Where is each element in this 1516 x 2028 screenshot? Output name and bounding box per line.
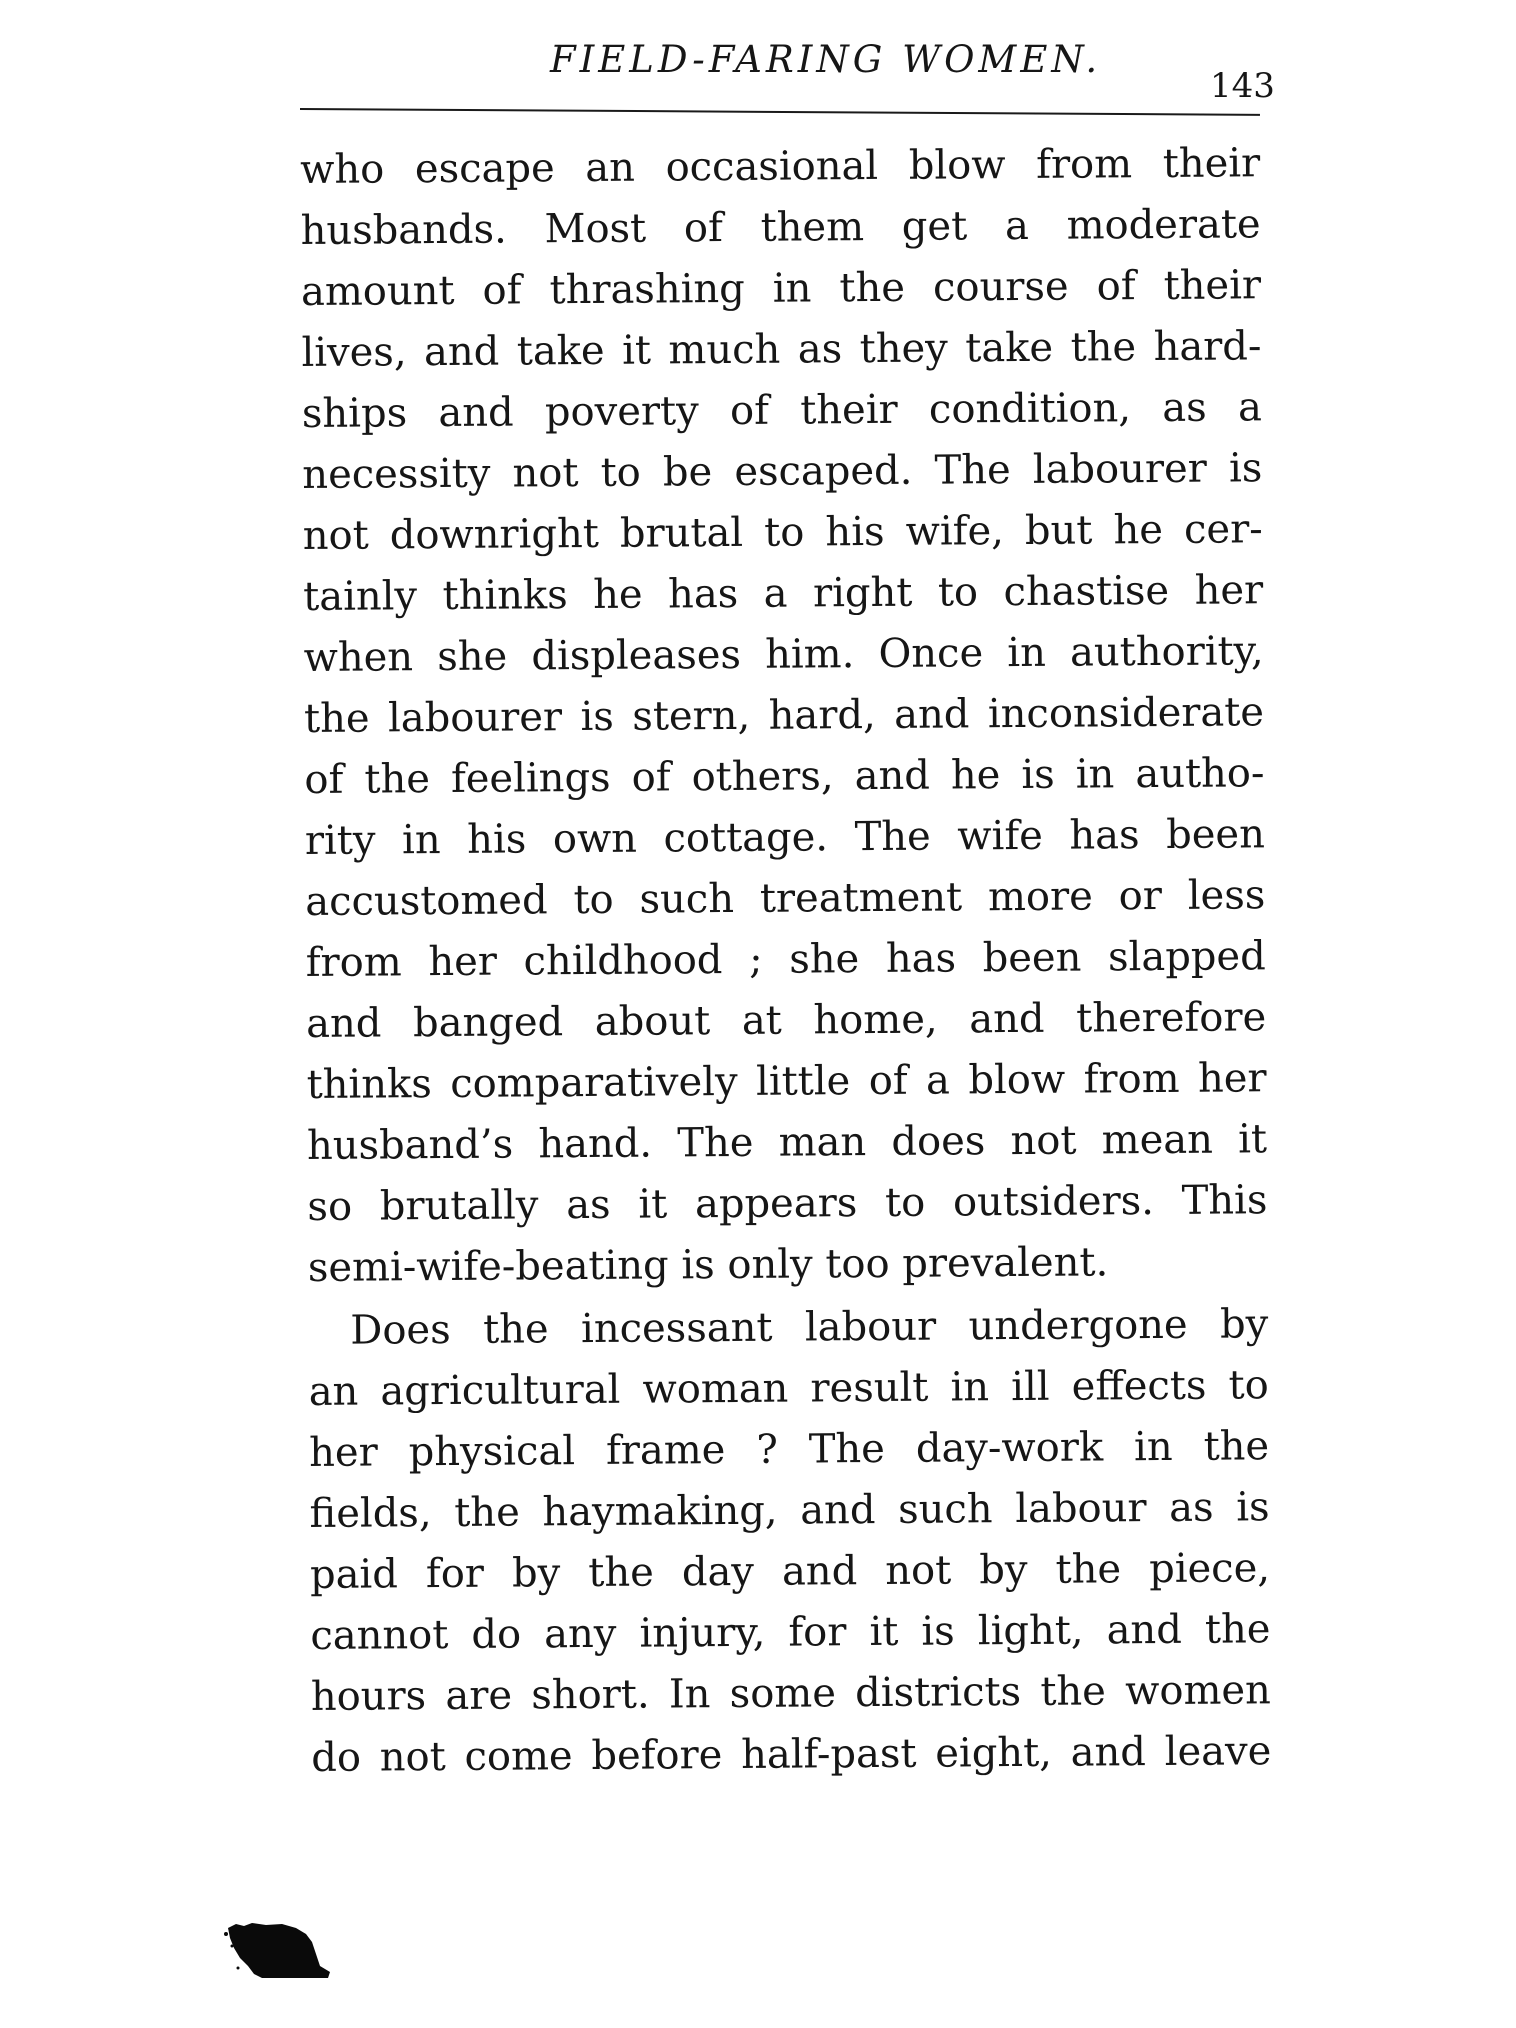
text-line: fields, the haymaking, and such labour as is — [309, 1484, 1270, 1537]
ink-blot — [222, 1920, 332, 1980]
text-line: cannot do any injury, for it is light, and the — [310, 1606, 1271, 1659]
paragraph-2 — [308, 1294, 1271, 1789]
header-rule — [300, 108, 1260, 116]
text-line: hours are short. In some districts the women — [310, 1667, 1272, 1720]
text-line: of the feelings of others, and he is in autho- — [304, 750, 1265, 803]
text-line: semi-wife-beating is only too prevalent. — [307, 1239, 1109, 1291]
text-line: when she displeases him. Once in authority, — [303, 628, 1264, 681]
text-line: and banged about at home, and therefore — [306, 994, 1267, 1047]
page-number: 143 — [1210, 66, 1275, 106]
text-line: amount of thrashing in the course of their — [300, 262, 1262, 315]
text-line: from her childhood ; she has been slapped — [305, 933, 1266, 986]
text-line: ships and poverty of their condition, as a — [301, 384, 1263, 437]
page-body — [300, 133, 1271, 1789]
running-head-title: FIELD-FARING WOMEN. — [550, 38, 1102, 81]
text-line: accustomed to such treatment more or less — [305, 872, 1266, 925]
text-line: the labourer is stern, hard, and inconsiderate — [303, 689, 1265, 742]
text-line: who escape an occasional blow from their — [300, 140, 1261, 193]
text-line: lives, and take it much as they take the hard- — [301, 323, 1262, 376]
text-line: not downright brutal to his wife, but he cer- — [302, 506, 1263, 559]
text-line: an agricultural woman result in ill effects to — [308, 1362, 1269, 1415]
text-line: paid for by the day and not by the piece, — [309, 1545, 1271, 1598]
text-line: husbands. Most of them get a moderate — [300, 201, 1261, 254]
text-line: necessity not to be escaped. The labourer is — [302, 445, 1263, 498]
text-line: husband’s hand. The man does not mean it — [306, 1116, 1268, 1169]
text-line: Does the incessant labour undergone by — [350, 1301, 1269, 1354]
text-line: rity in his own cottage. The wife has been — [304, 811, 1266, 864]
text-line: tainly thinks he has a right to chastise her — [303, 567, 1264, 620]
running-head — [300, 38, 1275, 108]
paragraph-1 — [300, 133, 1268, 1299]
text-line: do not come before half-past eight, and leave — [311, 1728, 1272, 1781]
text-line: her physical frame ? The day-work in the — [309, 1423, 1270, 1476]
text-line: thinks comparatively little of a blow from her — [306, 1055, 1267, 1108]
text-line: so brutally as it appears to outsiders. This — [307, 1177, 1268, 1230]
